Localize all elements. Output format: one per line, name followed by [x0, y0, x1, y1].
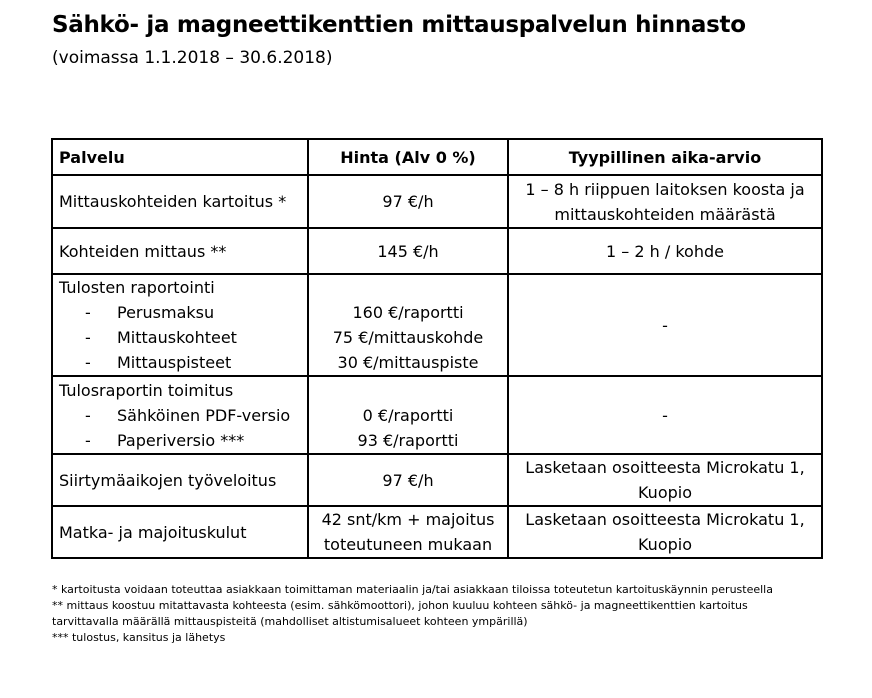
- table-header-row: [52, 139, 822, 175]
- price-cell: [308, 274, 508, 376]
- footnote: *** tulostus, kansitus ja lähetys: [52, 631, 226, 644]
- sub-price: 93 €/raportti: [357, 430, 459, 450]
- table-row: [52, 376, 822, 454]
- service-cell: Matka- ja majoituskulut: [52, 506, 308, 558]
- sub-price: 160 €/raportti: [352, 303, 464, 322]
- sub-price: 30 €/mittauspiste: [337, 353, 479, 372]
- price-cell: 97 €/h: [308, 175, 508, 228]
- service-cell: [52, 376, 308, 454]
- footnote: * kartoitusta voidaan toteuttaa asiakkaan toimittaman materiaalin ja/tai asiakkaan tiloissa toteutetun kartoituskäynnin perusteella: [52, 583, 773, 596]
- table-row: [52, 274, 822, 376]
- time-cell: -: [508, 376, 822, 454]
- table-row: [52, 506, 822, 558]
- price-cell: 145 €/h: [308, 228, 508, 274]
- footnote: ** mittaus koostuu mitattavasta kohteesta (esim. sähkömoottori), johon kuuluu kohteen sähkö- ja magneettikenttien kartoitus: [52, 599, 748, 612]
- price-cell: 97 €/h: [308, 454, 508, 506]
- sub-item: - Mittauspisteet: [85, 353, 232, 372]
- price-table: [51, 138, 823, 559]
- table-row: [52, 175, 822, 228]
- sub-item: - Mittauskohteet: [85, 328, 237, 347]
- sub-price: 0 €/raportti: [362, 405, 454, 425]
- sub-item: - Sähköinen PDF-versio: [85, 405, 291, 425]
- service-group-label: Tulosraportin toimitus: [59, 380, 234, 400]
- validity-period: (voimassa 1.1.2018 – 30.6.2018): [52, 48, 333, 68]
- column-header-price: Hinta (Alv 0 %): [308, 139, 508, 175]
- time-cell: Lasketaan osoitteesta Microkatu 1, Kuopio: [508, 454, 822, 506]
- table-row: [52, 454, 822, 506]
- page-title: Sähkö- ja magneettikenttien mittauspalvelun hinnasto: [52, 12, 746, 38]
- time-cell: Lasketaan osoitteesta Microkatu 1, Kuopio: [508, 506, 822, 558]
- sub-price: 75 €/mittauskohde: [332, 328, 484, 347]
- sub-item: - Paperiversio ***: [85, 430, 245, 450]
- service-cell: [52, 274, 308, 376]
- price-cell: 42 snt/km + majoitus toteutuneen mukaan: [308, 506, 508, 558]
- service-cell: Siirtymäaikojen työveloitus: [52, 454, 308, 506]
- time-cell: 1 – 2 h / kohde: [508, 228, 822, 274]
- price-cell: [308, 376, 508, 454]
- column-header-time: Tyypillinen aika-arvio: [508, 139, 822, 175]
- service-group-label: Tulosten raportointi: [59, 278, 215, 297]
- table-row: [52, 228, 822, 274]
- service-cell: Mittauskohteiden kartoitus *: [52, 175, 308, 228]
- time-cell: -: [508, 274, 822, 376]
- service-cell: Kohteiden mittaus **: [52, 228, 308, 274]
- footnotes: [52, 582, 832, 646]
- column-header-service: Palvelu: [52, 139, 308, 175]
- footnote: tarvittavalla määrällä mittauspisteitä (mahdolliset altistumisalueet kohteen ympärillä): [52, 615, 528, 628]
- time-cell: 1 – 8 h riippuen laitoksen koosta ja mittauskohteiden määrästä: [508, 175, 822, 228]
- sub-item: - Perusmaksu: [85, 303, 215, 322]
